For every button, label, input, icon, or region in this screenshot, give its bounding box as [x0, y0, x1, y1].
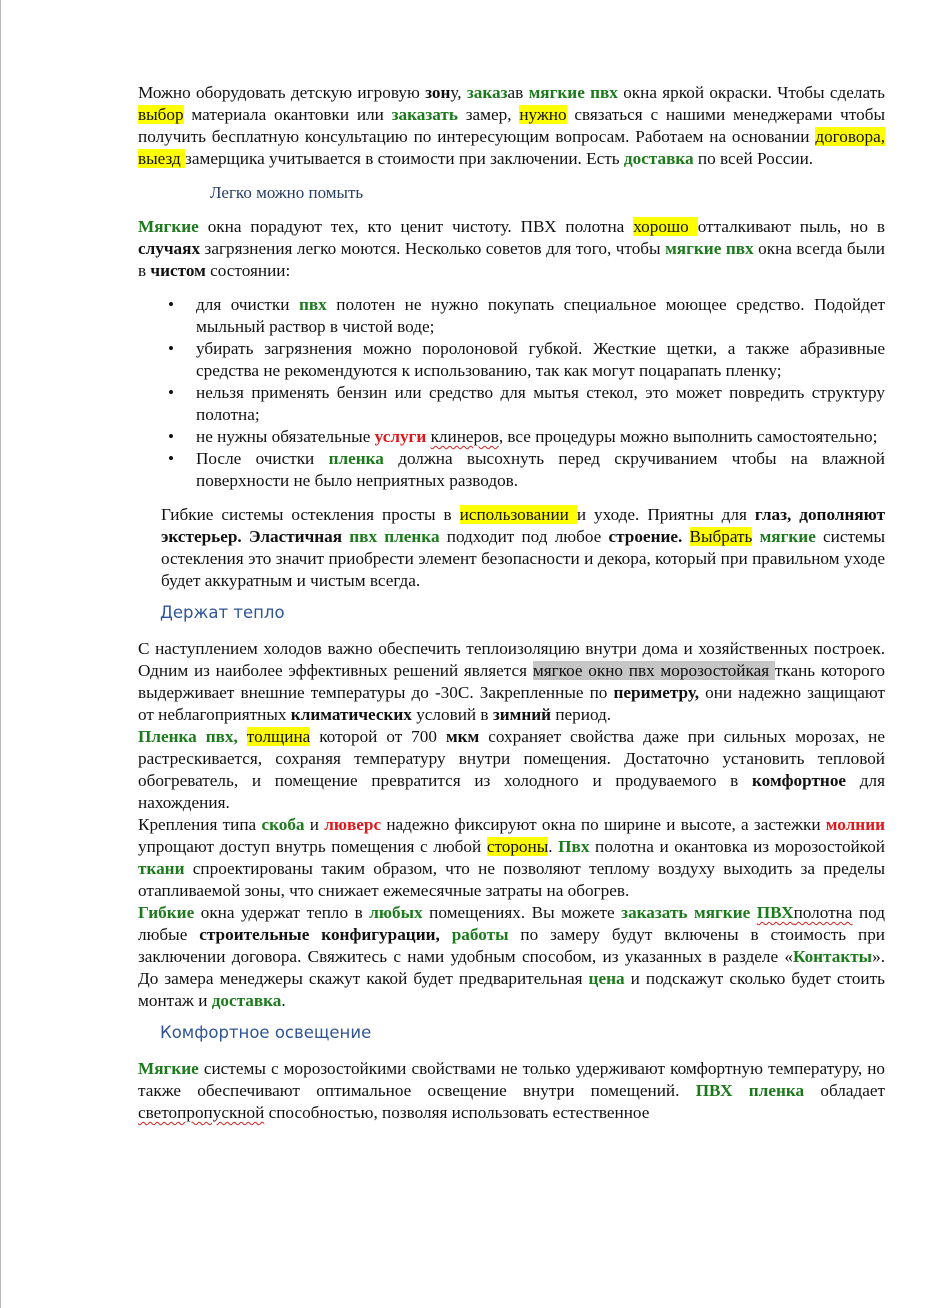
- text: замерщика учитывается в стоимости при заключении. Есть: [185, 149, 624, 168]
- paragraph-film: [138, 726, 885, 814]
- keyword-green: Гибкие: [138, 903, 195, 922]
- highlight: нужно: [519, 105, 567, 124]
- cleaning-tips-list: [138, 294, 885, 492]
- paragraph-intro: [138, 82, 885, 170]
- text: После очистки: [196, 449, 329, 468]
- text: Крепления типа: [138, 815, 262, 834]
- text: убирать загрязнения можно поролоновой губкой. Жесткие щетки, а также абразивные средства не рекомендуются к использованию, так как могут поцарапать пленку;: [196, 339, 885, 380]
- keyword-green: доставка: [623, 149, 694, 168]
- text: [682, 527, 689, 546]
- keyword-green: заказать мягкие: [621, 903, 757, 922]
- page-edge: [0, 0, 1, 1308]
- keyword: чистом: [150, 261, 206, 280]
- keyword-green: мягкие пвх: [528, 83, 618, 102]
- keyword: климатических: [290, 705, 412, 724]
- text: ткань которого выдерживает внешние температуры до -30С. Закрепленные по: [138, 661, 885, 702]
- spellcheck-word: ПВХ: [756, 903, 794, 922]
- heading-easy-wash: Легко можно помыть: [210, 183, 364, 202]
- highlight: стороны: [486, 837, 549, 856]
- list-item: [196, 382, 885, 426]
- text: для нахождения.: [138, 771, 885, 812]
- text: окна всегда были в: [138, 239, 886, 280]
- keyword-green: ткани: [138, 859, 185, 878]
- keyword: комфортное: [752, 771, 847, 790]
- keyword-green: любых: [369, 903, 423, 922]
- paragraph-fasteners: [138, 814, 885, 902]
- text: упрощают доступ внутрь помещения с любой: [138, 837, 487, 856]
- text: [440, 925, 452, 944]
- text: которой от 700: [310, 727, 446, 746]
- text: отталкивают пыль, но в: [697, 217, 885, 236]
- text: окна порадуют тех, кто ценит чистоту. ПВХ полотна: [198, 217, 634, 236]
- keyword: зимний: [492, 705, 552, 724]
- text: замер,: [457, 105, 520, 124]
- keyword-red: услуги: [374, 427, 427, 446]
- heading-comfortable-lighting: Комфортное освещение: [160, 1023, 372, 1042]
- list-item: [196, 448, 885, 492]
- text: [238, 727, 247, 746]
- text: материала окантовки или: [183, 105, 392, 124]
- keyword-green: Контакты: [792, 947, 873, 966]
- highlight: договора, выезд: [138, 127, 885, 168]
- keyword-green: доставка: [211, 991, 282, 1010]
- keyword: строительные конфигурации,: [199, 925, 440, 944]
- paragraph-cold: [138, 638, 885, 726]
- text: по замеру будут включены в стоимость при заключении договора. Свяжитесь с нами удобным способом, из указанных в разделе «: [138, 925, 885, 966]
- keyword-green: пвх: [298, 295, 327, 314]
- list-item: [196, 338, 885, 382]
- text: , все процедуры можно выполнить самостоятельно;: [498, 427, 878, 446]
- text: ». До замера менеджеры скажут какой будет предварительная: [138, 947, 885, 988]
- spellcheck-word: полотна: [793, 903, 853, 922]
- paragraph-lighting: [138, 1058, 885, 1124]
- text: сохраняет свойства даже при сильных морозах, не растрескивается, сохраняя температуру внутри помещения. Достаточно установить тепловой обогреватель, и помещение превратится из холодного и продуваемого в: [138, 727, 885, 790]
- keyword-green: Мягкие: [138, 1059, 199, 1078]
- highlight: хорошо: [633, 217, 698, 236]
- keyword-green: работы: [451, 925, 509, 944]
- text: не нужны обязательные: [196, 427, 375, 446]
- text: ав: [507, 83, 529, 102]
- text: помещениях. Вы можете: [422, 903, 622, 922]
- list-item: [196, 426, 885, 448]
- text: они надежно защищают от неблагоприятных: [138, 683, 886, 724]
- text: спроектированы таким образом, что не позволяют теплому воздуху выходить за пределы отапливаемой зоны, что снижает ежемесячные затраты на обогрев.: [138, 859, 885, 900]
- gray-highlight: мягкое окно пвх морозостойкая: [532, 661, 775, 680]
- keyword-green: Пленка пвх,: [138, 727, 238, 746]
- keyword-green: заказать: [391, 105, 458, 124]
- text: .: [548, 837, 559, 856]
- keyword: мкм: [445, 727, 480, 746]
- text: полотна и окантовка из морозостойкой: [589, 837, 886, 856]
- text: нельзя применять бензин или средство для мытья стекол, это может повредить структуру полотна;: [196, 383, 885, 424]
- highlight: Выбрать: [689, 527, 753, 546]
- text: [752, 527, 759, 546]
- heading-keep-warm: Держат тепло: [160, 603, 285, 622]
- keyword-red: молнии: [825, 815, 885, 834]
- keyword: периметру,: [613, 683, 699, 702]
- keyword-green: заказ: [466, 83, 508, 102]
- keyword-green: пвх пленка: [349, 527, 440, 546]
- text: надежно фиксируют окна по ширине и высоте, а застежки: [381, 815, 826, 834]
- text: .: [281, 991, 286, 1010]
- document-page: [138, 82, 885, 1124]
- text: и подскажут сколько будет стоить монтаж и: [138, 969, 885, 1010]
- keyword-green: пленка: [328, 449, 384, 468]
- text: окна удержат тепло в: [194, 903, 370, 922]
- keyword-green: скоба: [261, 815, 305, 834]
- spellcheck-word: светопропускной: [138, 1103, 265, 1122]
- highlight: толщина: [246, 727, 311, 746]
- text: и: [304, 815, 325, 834]
- highlight: использовании: [459, 505, 577, 524]
- text: Можно оборудовать детскую игровую: [138, 83, 426, 102]
- paragraph-flexible-systems: [138, 504, 885, 592]
- keyword: строение.: [608, 527, 683, 546]
- keyword-green: Пвх: [558, 837, 590, 856]
- spellcheck-word: клинеров: [430, 427, 499, 446]
- keyword-green: ПВХ пленка: [695, 1081, 805, 1100]
- text: для очистки: [196, 295, 299, 314]
- keyword-green: мягкие пвх: [665, 239, 754, 258]
- keyword: зон: [425, 83, 451, 102]
- text: системы остекления это значит приобрести элемент безопасности и декора, который при правильном уходе будет аккуратным и чистым всегда.: [161, 527, 886, 590]
- keyword-green: мягкие: [759, 527, 816, 546]
- keyword-red: люверс: [324, 815, 382, 834]
- text: период.: [551, 705, 612, 724]
- highlight: выбор: [138, 105, 184, 124]
- paragraph-cleanliness: [138, 216, 885, 282]
- text: состоянии:: [205, 261, 291, 280]
- keyword: случаях: [138, 239, 201, 258]
- paragraph-order: [138, 902, 885, 1012]
- text: загрязнения легко моются. Несколько советов для того, чтобы: [200, 239, 666, 258]
- text: способностью, позволяя использовать естественное: [264, 1103, 650, 1122]
- text: связаться с нашими менеджерами чтобы получить бесплатную консультацию по интересующим вопросам. Работаем на основании: [138, 105, 885, 146]
- text: подходит под любое: [439, 527, 609, 546]
- text: под любые: [138, 903, 885, 944]
- text: полотен не нужно покупать специальное моющее средство. Подойдет мыльный раствор в чистой воде;: [196, 295, 886, 336]
- text: С наступлением холодов важно обеспечить теплоизоляцию внутри дома и хозяйственных построек. Одним из наиболее эффективных решений является: [138, 639, 885, 680]
- keyword-green: Мягкие: [138, 217, 199, 236]
- text: Гибкие системы остекления просты в: [161, 505, 460, 524]
- text: окна яркой окраски. Чтобы сделать: [617, 83, 886, 102]
- text: у,: [450, 83, 467, 102]
- text: должна высохнуть перед скручиванием чтобы на влажной поверхности не было неприятных разводов.: [196, 449, 885, 490]
- text: условий в: [411, 705, 493, 724]
- text: и уходе. Приятны для: [576, 505, 755, 524]
- keyword: глаз, дополняют экстерьер. Эластичная: [161, 505, 886, 546]
- text: системы с морозостойкими свойствами не только удерживают комфортную температуру, но также обеспечивают оптимальное освещение внутри помещений.: [138, 1059, 885, 1100]
- text: обладает: [804, 1081, 885, 1100]
- list-item: [196, 294, 885, 338]
- text: по всей России.: [693, 149, 814, 168]
- keyword-green: цена: [588, 969, 625, 988]
